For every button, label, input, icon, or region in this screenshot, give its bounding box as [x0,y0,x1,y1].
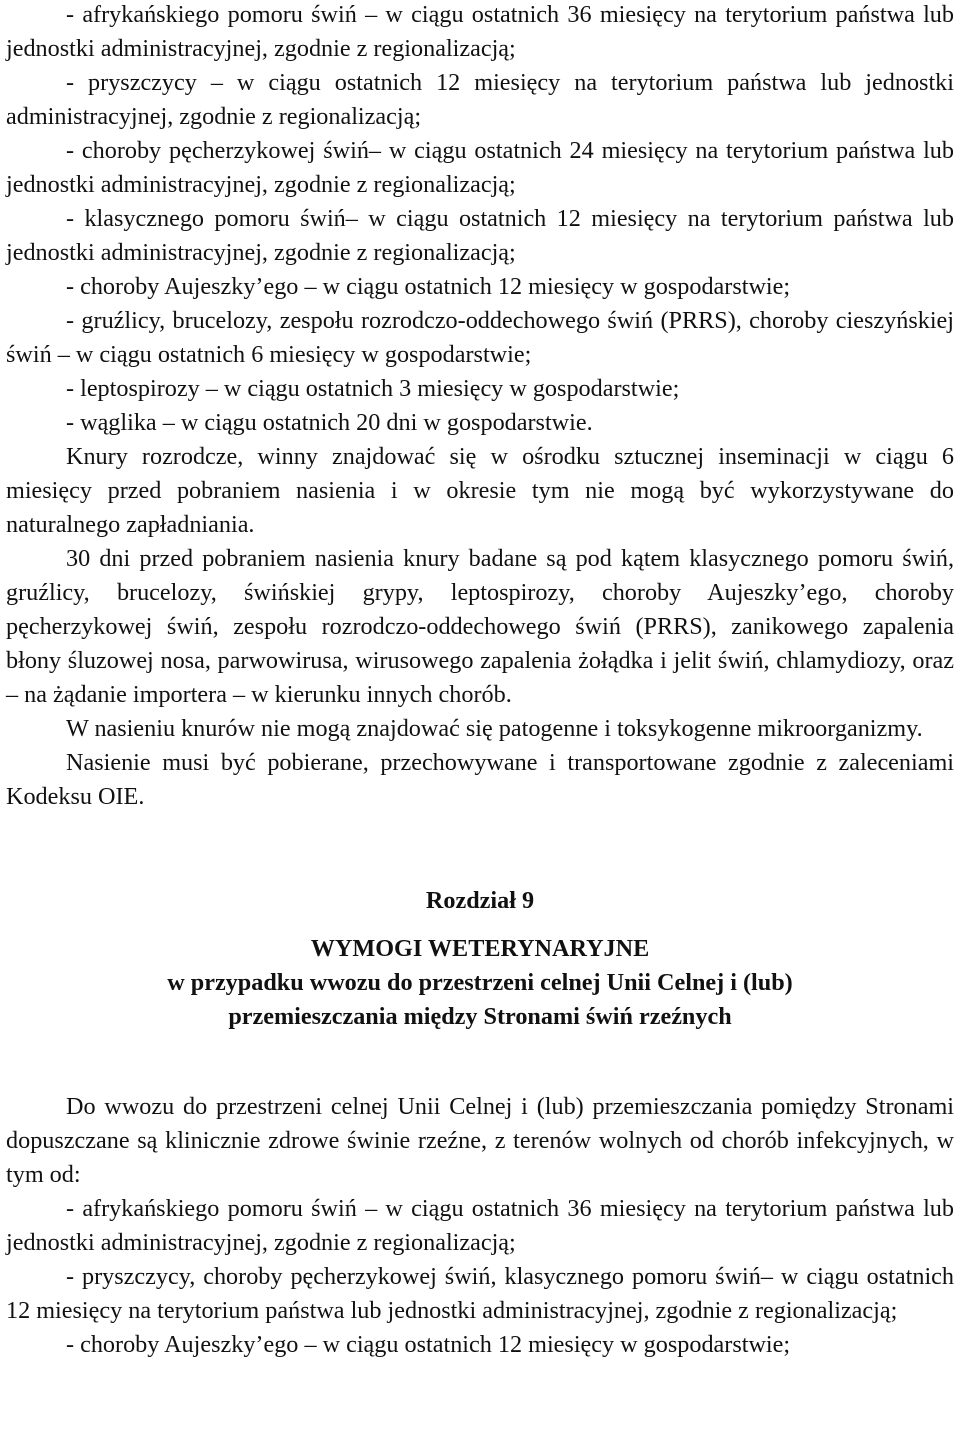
list-item: - leptospirozy – w ciągu ostatnich 3 miesięcy w gospodarstwie; [66,375,680,402]
list-item: - pryszczycy – w ciągu ostatnich 12 miesięcy na terytorium państwa lub jednostki administracyjnej, zgodnie z regionalizacją; [6,69,954,130]
list-item: - wąglika – w ciągu ostatnich 20 dni w gospodarstwie. [66,409,593,436]
list-item: - afrykańskiego pomoru świń – w ciągu ostatnich 36 miesięcy na terytorium państwa lub jednostki administracyjnej, zgodnie z regionalizacją; [6,1,954,62]
list-item: - choroby pęcherzykowej świń– w ciągu ostatnich 24 miesięcy na terytorium państwa lub jednostki administracyjnej, zgodnie z regionalizacją; [6,137,954,198]
list-item: - gruźlicy, brucelozy, zespołu rozrodczo-oddechowego świń (PRRS), choroby cieszyńskiej świń – w ciągu ostatnich 6 miesięcy w gospodarstwie; [6,307,954,368]
list-item: - afrykańskiego pomoru świń – w ciągu ostatnich 36 miesięcy na terytorium państwa lub jednostki administracyjnej, zgodnie z regionalizacją; [6,1195,954,1256]
disease-list-semen [6,0,954,440]
disease-list-slaughter-pigs [6,1192,954,1362]
list-item: - klasycznego pomoru świń– w ciągu ostatnich 12 miesięcy na terytorium państwa lub jednostki administracyjnej, zgodnie z regionalizacją; [6,205,954,266]
paragraph-testing: 30 dni przed pobraniem nasienia knury badane są pod kątem klasycznego pomoru świń, gruźlicy, brucelozy, świńskiej grypy, leptospirozy, choroby Aujeszky’ego, choroby pęcherzykowej świń, zespołu rozrodczo-oddechowego świń (PRRS), zanikowego zapalenia błony śluzowej nosa, parwowirusa, wirusowego zapalenia żołądka i jelit świń, chlamydiozy, oraz – na żądanie importera – w kierunku innych chorób. [6,545,954,708]
chapter-title-line: przemieszczania między Stronami świń rzeźnych [228,1003,732,1030]
chapter-title-line: w przypadku wwozu do przestrzeni celnej Unii Celnej i (lub) [167,969,793,996]
list-item: - choroby Aujeszky’ego – w ciągu ostatnich 12 miesięcy w gospodarstwie; [66,1331,791,1358]
list-item: - pryszczycy, choroby pęcherzykowej świń, klasycznego pomoru świń– w ciągu ostatnich 12 miesięcy na terytorium państwa lub jednostki administracyjnej, zgodnie z regionalizacją; [6,1263,954,1324]
list-item: - choroby Aujeszky’ego – w ciągu ostatnich 12 miesięcy w gospodarstwie; [66,273,791,300]
paragraph-pathogens: W nasieniu knurów nie mogą znajdować się patogenne i toksykogenne mikroorganizmy. [66,715,923,742]
chapter-title-line: WYMOGI WETERYNARYJNE [310,935,650,962]
chapter-heading [6,884,954,1034]
paragraph-semen-handling: Nasienie musi być pobierane, przechowywane i transportowane zgodnie z zaleceniami Kodeksu OIE. [6,749,954,810]
paragraph-breeding-boars: Knury rozrodcze, winny znajdować się w ośrodku sztucznej inseminacji w ciągu 6 miesięcy przed pobraniem nasienia i w okresie tym nie mogą być wykorzystywane do naturalnego zapładniania. [6,443,954,538]
paragraph-intro-slaughter-pigs: Do wwozu do przestrzeni celnej Unii Celnej i (lub) przemieszczania pomiędzy Stronami dopuszczane są klinicznie zdrowe świnie rzeźne, z terenów wolnych od chorób infekcyjnych, w tym od: [6,1093,954,1188]
chapter-number: Rozdział 9 [425,887,535,914]
